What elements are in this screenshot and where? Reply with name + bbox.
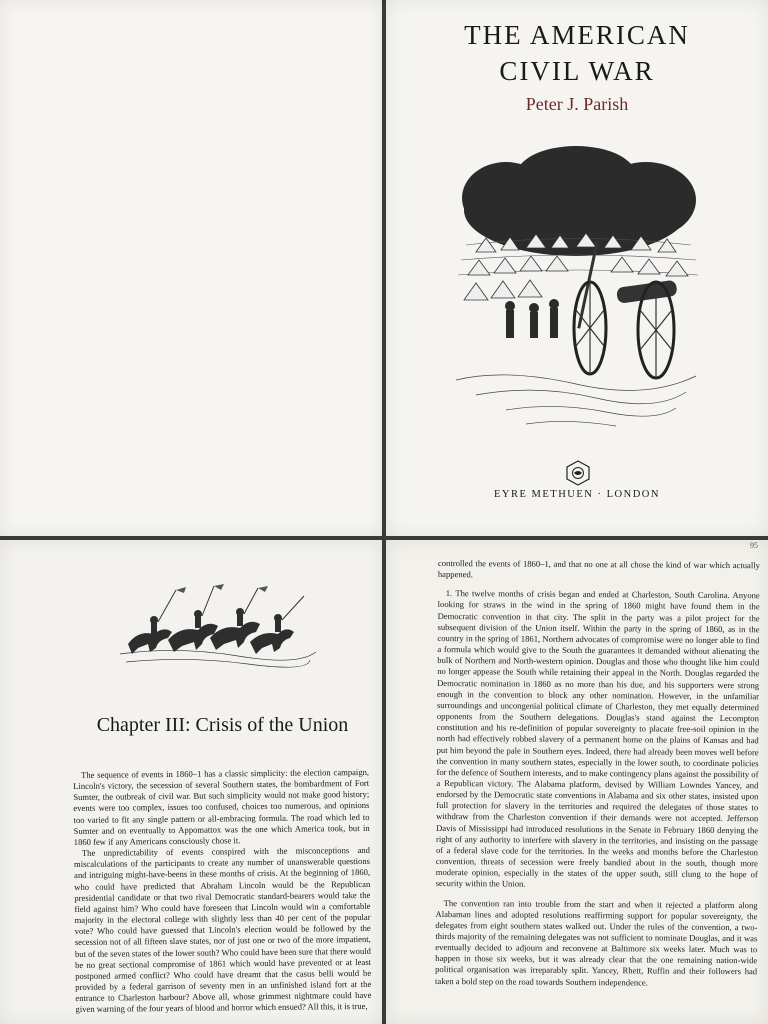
- book-title-line-2: CIVIL WAR: [499, 56, 655, 86]
- publisher-logo-icon: [566, 460, 590, 486]
- paragraph: The convention ran into trouble from the start and when it rejected a platform along Alabaman lines and adopted resolutions reaffirming support for popular sovereignty, the delegates from eight southern states walked out. Under the rules of the convention, a two-thirds majority of the remaining delegates was not sufficient to nominate Douglas, and it was eventually decided to adjourn and reconvene at Baltimore six weeks later. Much was to happen in those six weeks, but it was already clear that the one remaining nation-wide political organisation was irreparably split. Yancey, Rhett, Ruffin and their followers had taken a bold step on the road towards Southern independence.: [435, 897, 758, 988]
- title-page: [386, 0, 768, 536]
- publisher-name: EYRE METHUEN · LONDON: [494, 489, 660, 500]
- book-title-line-1: THE AMERICAN: [464, 20, 690, 50]
- chapter-page: [0, 540, 382, 1024]
- chapter-body-text: [73, 767, 372, 1016]
- page-number: 95: [750, 541, 758, 550]
- continuation-body-text: [435, 558, 760, 989]
- paragraph: The unpredictability of events conspired with the misconceptions and miscalculations of the participants to create any number of unanswerable questions and intriguing might-have-beens in these months of crisis. At the beginning of 1860, who could have predicted that Abraham Lincoln would be the Republican presidential candidate or that two rival Democratic standard-bearers would take the field against him? Who could have foreseen that Lincoln would win a comfortable majority in the electoral college with slightly less than 40 per cent of the popular vote? Who could have guessed that Lincoln's election would be followed by the secession not of all fifteen slave states, nor of just one or two of the more impatient, but of the seven states of the lower south? Who could have been sure that there would be no great sectional compromise of 1861 which would have prevented or at least postponed armed conflict? Who could have dreamt that the casus belli would be provided by a federal garrison of seventy men in an unfinished island fort at the entrance to Charleston harbour? Above all, whose grimmest nightmare could have given warning of the four years of blood and horror which ensued? All this, it is true,: [73, 844, 372, 1015]
- paragraph: controlled the events of 1860–1, and that no one at all chose the kind of war which actually happened.: [437, 558, 760, 580]
- blank-page: [0, 0, 382, 536]
- chapter-title: Chapter III: Crisis of the Union: [96, 714, 349, 736]
- paragraph: The sequence of events in 1860–1 has a classic simplicity: the election campaign, Lincoln's victory, the secession of several Southern states, the bombardment of Fort Sumter, the outbreak of civil war. But such simplicity would not make good history; events were too complex, issues too confused, choices too numerous, and opinions too varied to fit any single pattern or all-embracing formula. The road which led to Sumter and on eventually to Appomattox was the one which America took, but in 1860 few if any Americans consciously chose it.: [73, 766, 370, 847]
- text-page: [386, 540, 768, 1024]
- author-name: Peter J. Parish: [525, 94, 629, 114]
- paragraph: 1. The twelve months of crisis began and ended at Charleston, South Carolina. Anyone looking for straws in the wind in the spring of 1860 might have found them in the Democratic convention in that city. The split in the party was a pilot project for the subsequent division of the Union itself. Within the party in the spring of 1860, as in the country in the spring of 1861, Northern advocates of compromise were no longer able to find a formula which would give to the South the guarantees it demanded without alienating the bulk of Northern and North-western opinion. Douglas and those who thought like him could no longer appease the South while retaining their appeal in the North. Douglas regarded the Democratic nomination in 1860 as no more than his due, and his supporters were strong enough in the convention to block any other nomination. However, in the unfamiliar surroundings and uncongenial political climate of Charleston, they met equally determined opponents from the Southern delegations. Douglas's stand against the Lecompton constitution and his re-definition of popular sovereignty to placate free-soil opinion in the north had effectively robbed slavery of a permanent home on the plains of Kansas and had put him beyond the pale in Southern eyes. Indeed, there had already been moves well before the convention in many southern states, especially in the lower south, to coordinate policies for the defence of Southern interests, and to make contingency plans against the possibility of a Republican victory. The Alabama platform, devised by William Lowndes Yancey, and endorsed by the Democratic state conventions in Alabama and six other states, insisted upon full protection for slavery in the territories and required the delegates of those states to withdraw from the Charleston convention if their demands were not accepted. Jefferson Davis of Mississippi had introduced resolutions in the Senate in February 1860 denying the right of any authority to interfere with slavery in the territories, and insisting on the passage of a federal slave code for the territories. In the weeks and months before the Charleston convention, threats of secession were freely bandied about in the south, though more moderate opinion, especially in the states of the upper south, still clung to the hope of security within the Union.: [435, 588, 760, 889]
- cavalry-charge-illustration: [118, 582, 318, 672]
- army-camp-cannon-illustration: [446, 140, 706, 440]
